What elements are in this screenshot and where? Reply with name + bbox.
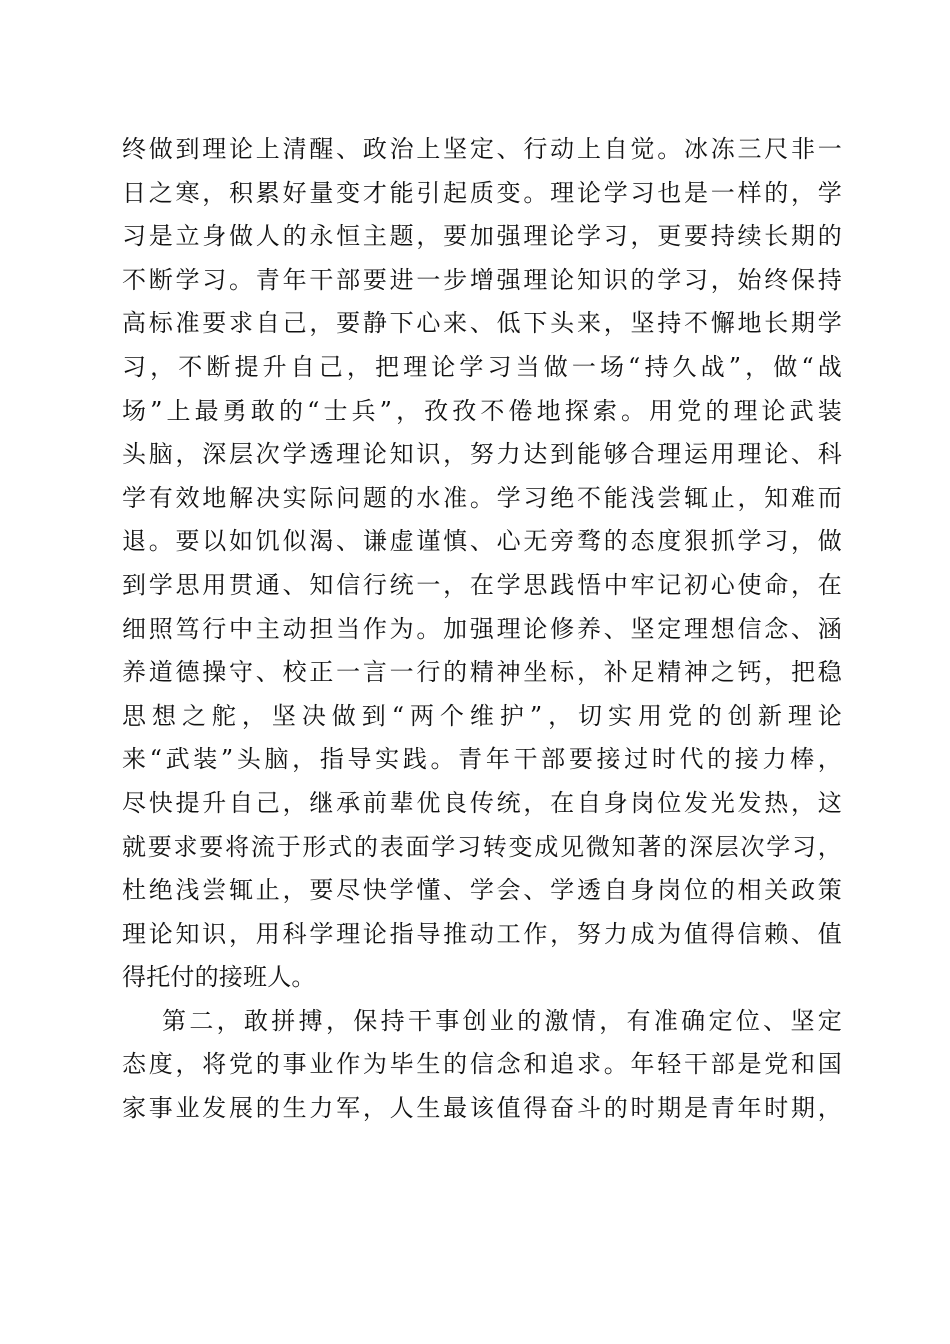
text-line: 细照笃行中主动担当作为。加强理论修养、坚定理想信念、涵 <box>122 614 842 643</box>
text-line: 习是立身做人的永恒主题，要加强理论学习，更要持续长期的 <box>122 222 842 251</box>
text-line: 日之寒，积累好量变才能引起质变。理论学习也是一样的，学 <box>122 178 842 207</box>
text-line: 尽快提升自己，继承前辈优良传统，在自身岗位发光发热，这 <box>122 788 842 817</box>
text-line: 头脑，深层次学透理论知识，努力达到能够合理运用理论、科 <box>122 440 842 469</box>
text-line: 来“武装”头脑，指导实践。青年干部要接过时代的接力棒， <box>122 745 842 774</box>
text-line: 思想之舵，坚决做到“两个维护”，切实用党的创新理论 <box>122 701 842 730</box>
text-line: 养道德操守、校正一言一行的精神坐标，补足精神之钙，把稳 <box>122 658 842 687</box>
text-line: 到学思用贯通、知信行统一，在学思践悟中牢记初心使命，在 <box>122 570 842 599</box>
text-line: 场”上最勇敢的“士兵”，孜孜不倦地探索。用党的理论武装 <box>122 396 842 425</box>
text-line: 不断学习。青年干部要进一步增强理论知识的学习，始终保持 <box>122 265 842 294</box>
text-line: 杜绝浅尝辄止，要尽快学懂、学会、学透自身岗位的相关政策 <box>122 876 842 905</box>
text-line: 高标准要求自己，要静下心来、低下头来，坚持不懈地长期学 <box>122 309 842 338</box>
text-line: 学有效地解决实际问题的水准。学习绝不能浅尝辄止，知难而 <box>122 483 842 512</box>
text-line: 态度，将党的事业作为毕生的信念和追求。年轻干部是党和国 <box>122 1050 842 1079</box>
text-line: 家事业发展的生力军，人生最该值得奋斗的时期是青年时期， <box>122 1094 842 1123</box>
text-line: 第二，敢拼搏，保持干事创业的激情，有准确定位、坚定 <box>162 1006 842 1035</box>
text-line: 理论知识，用科学理论指导推动工作，努力成为值得信赖、值 <box>122 919 842 948</box>
text-line: 就要求要将流于形式的表面学习转变成见微知著的深层次学习， <box>122 832 842 861</box>
body-text <box>122 128 842 1131</box>
text-line: 习，不断提升自己，把理论学习当做一场“持久战”，做“战 <box>122 352 842 381</box>
text-line: 退。要以如饥似渴、谦虚谨慎、心无旁骛的态度狠抓学习，做 <box>122 527 842 556</box>
text-line: 终做到理论上清醒、政治上坚定、行动上自觉。冰冻三尺非一 <box>122 135 842 163</box>
paragraph-1 <box>122 128 842 1000</box>
text-line: 得托付的接班人。 <box>122 963 316 992</box>
paragraph-2 <box>122 1000 842 1131</box>
